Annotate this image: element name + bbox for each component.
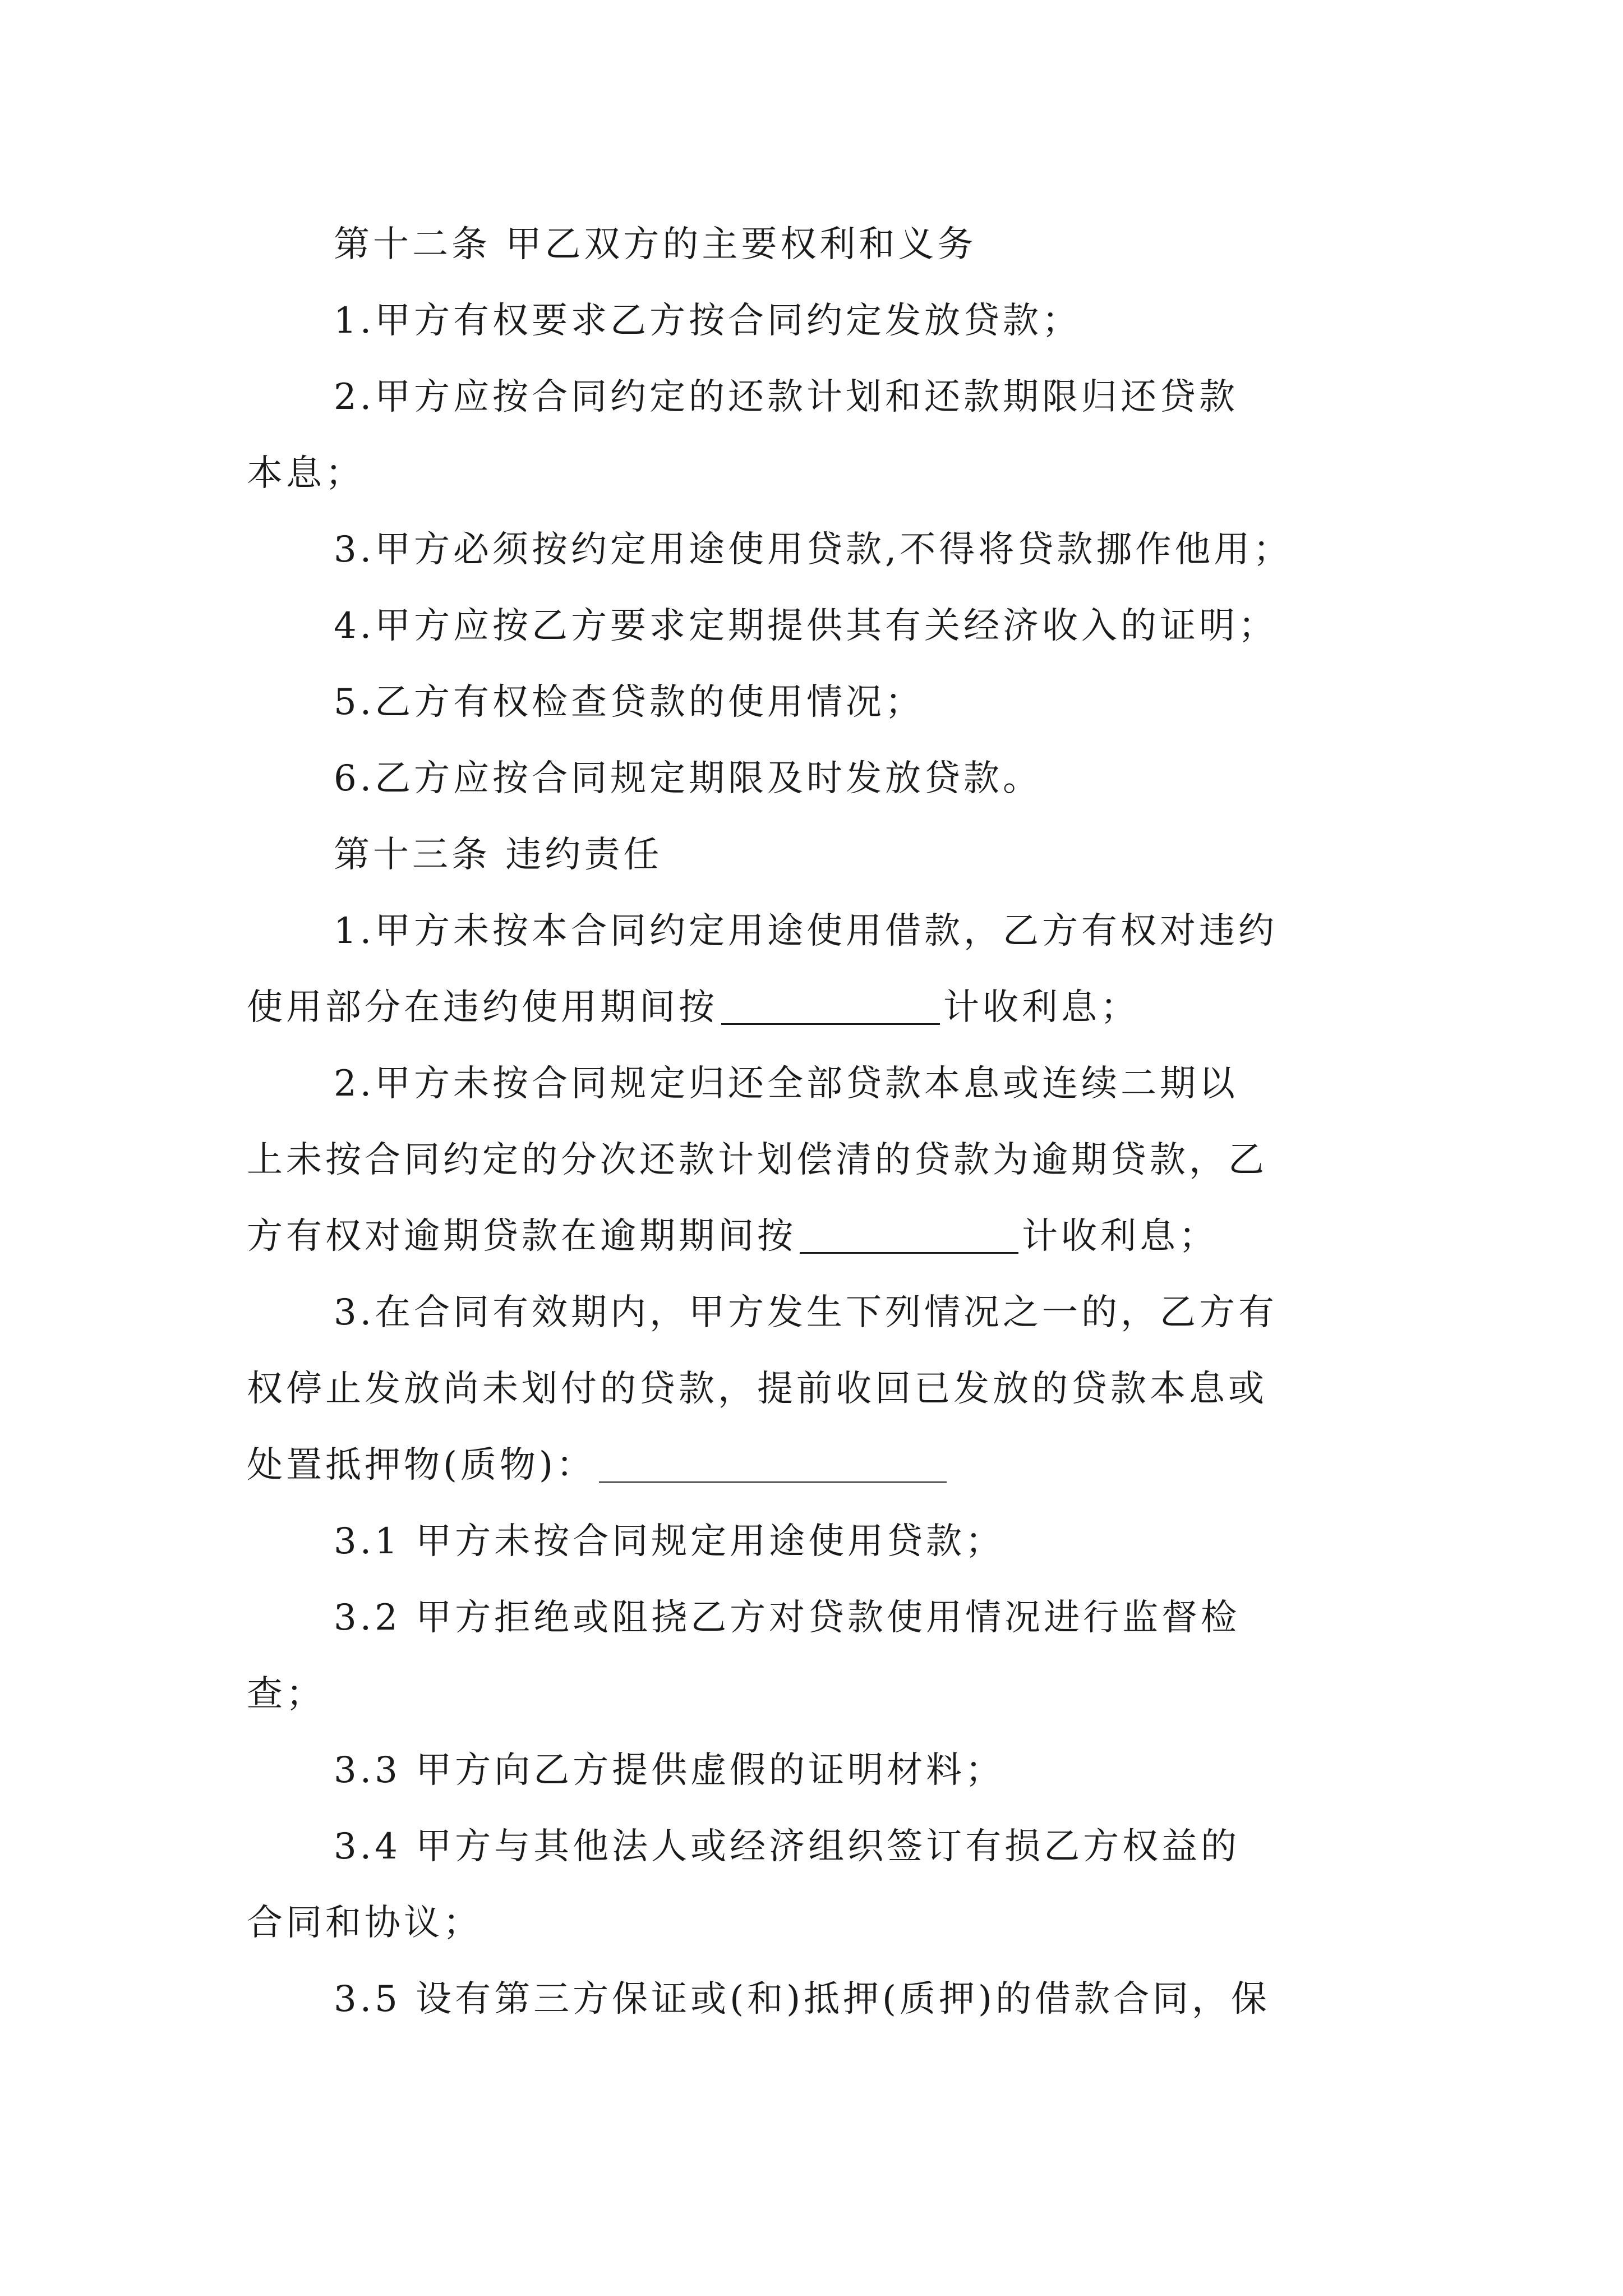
paragraph-line: 合同和协议； (247, 1902, 482, 1944)
paragraph-line: 1.甲方未按本合同约定用途使用借款，乙方有权对违约 (334, 910, 1278, 952)
paragraph-line: 3.5 设有第三方保证或(和)抵押(质押)的借款合同，保 (334, 1978, 1270, 2020)
paragraph-line: 3.1 甲方未按合同规定用途使用贷款； (334, 1521, 1005, 1562)
section-heading-13: 第十三条 违约责任 (334, 834, 663, 876)
line-text: 方有权对逾期贷款在逾期期间按 (247, 1216, 796, 1257)
paragraph-line: 上未按合同约定的分次还款计划偿清的贷款为逾期贷款，乙 (247, 1139, 1267, 1181)
fill-in-blank[interactable] (599, 1478, 947, 1483)
paragraph-line: 查； (247, 1673, 325, 1715)
paragraph-line (247, 969, 1380, 1046)
section-heading-12: 第十二条 甲乙双方的主要权利和义务 (334, 224, 977, 265)
fill-in-blank[interactable] (800, 1249, 1018, 1254)
paragraph-line: 4.甲方应按乙方要求定期提供其有关经济收入的证明； (334, 605, 1278, 647)
paragraph-line: 2.甲方未按合同规定归还全部贷款本息或连续二期以 (334, 1063, 1239, 1105)
paragraph-line: 3.2 甲方拒绝或阻挠乙方对贷款使用情况进行监督检 (334, 1597, 1241, 1639)
paragraph-line (247, 1427, 1380, 1503)
paragraph-line: 2.甲方应按合同约定的还款计划和还款期限归还贷款 (334, 376, 1239, 418)
paragraph-line: 3.甲方必须按约定用途使用贷款,不得将贷款挪作他用； (334, 529, 1293, 570)
fill-in-blank[interactable] (721, 1020, 940, 1025)
line-text: 计收利息； (1022, 1216, 1218, 1257)
paragraph-line: 本息； (247, 453, 365, 494)
paragraph-line: 权停止发放尚未划付的贷款，提前收回已发放的贷款本息或 (247, 1368, 1267, 1410)
line-text: 计收利息； (943, 987, 1140, 1028)
line-text: 处置抵押物(质物)： (247, 1444, 596, 1486)
paragraph-line: 6.乙方应按合同规定期限及时发放贷款。 (334, 758, 1043, 799)
paragraph-line (247, 1198, 1380, 1274)
line-text: 使用部分在违约使用期间按 (247, 987, 718, 1028)
paragraph-line: 3.4 甲方与其他法人或经济组织签订有损乙方权益的 (334, 1826, 1241, 1867)
document-body (247, 206, 1380, 2037)
paragraph-line: 1.甲方有权要求乙方按合同约定发放贷款； (334, 300, 1082, 342)
paragraph-line: 3.3 甲方向乙方提供虚假的证明材料； (334, 1750, 1005, 1791)
paragraph-line: 3.在合同有效期内，甲方发生下列情况之一的，乙方有 (334, 1292, 1278, 1333)
paragraph-line: 5.乙方有权检查贷款的使用情况； (334, 682, 925, 723)
